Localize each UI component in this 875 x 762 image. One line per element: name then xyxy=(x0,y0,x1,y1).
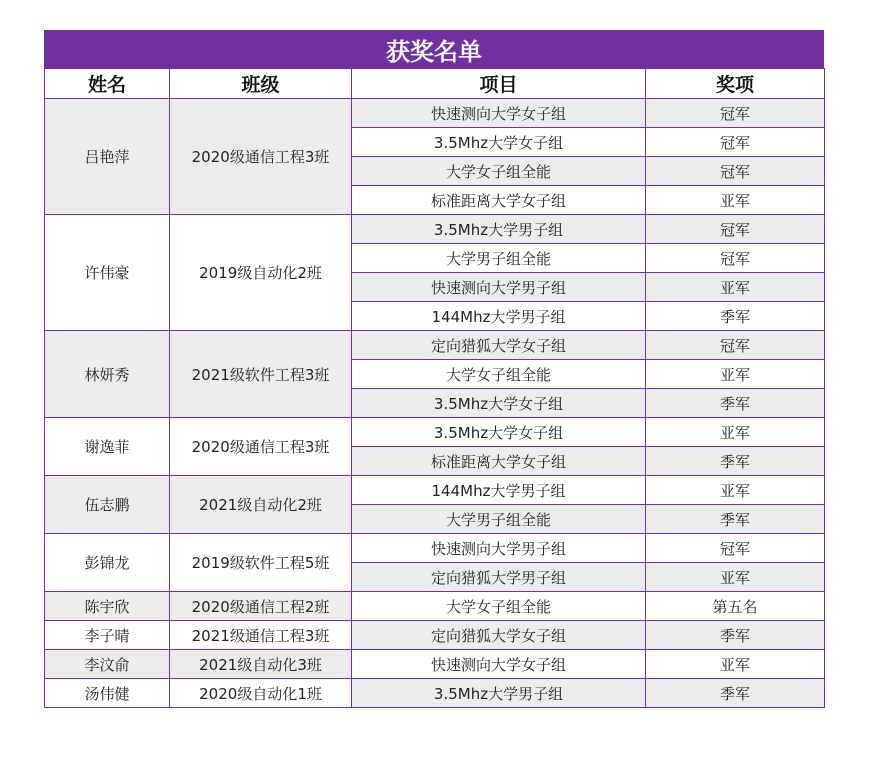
cell-event: 大学女子组全能 xyxy=(352,592,646,621)
table-row xyxy=(45,650,825,679)
cell-name: 许伟豪 xyxy=(45,215,170,331)
cell-event: 快速测向大学男子组 xyxy=(352,273,646,302)
cell-event: 3.5Mhz大学男子组 xyxy=(352,679,646,708)
table-row xyxy=(45,418,825,447)
cell-event: 快速测向大学男子组 xyxy=(352,534,646,563)
cell-award: 第五名 xyxy=(646,592,825,621)
cell-award: 冠军 xyxy=(646,331,825,360)
cell-class: 2021级自动化2班 xyxy=(170,476,352,534)
cell-class: 2019级软件工程5班 xyxy=(170,534,352,592)
cell-class: 2020级自动化1班 xyxy=(170,679,352,708)
cell-award: 亚军 xyxy=(646,360,825,389)
cell-event: 标准距离大学女子组 xyxy=(352,447,646,476)
cell-name: 汤伟健 xyxy=(45,679,170,708)
cell-event: 大学男子组全能 xyxy=(352,505,646,534)
cell-event: 144Mhz大学男子组 xyxy=(352,302,646,331)
cell-class: 2020级通信工程3班 xyxy=(170,418,352,476)
cell-award: 亚军 xyxy=(646,418,825,447)
cell-award: 冠军 xyxy=(646,128,825,157)
sheet-title: 获奖名单 xyxy=(44,30,824,68)
cell-award: 亚军 xyxy=(646,273,825,302)
cell-name: 李子晴 xyxy=(45,621,170,650)
table-row xyxy=(45,679,825,708)
cell-name: 伍志鹏 xyxy=(45,476,170,534)
cell-event: 大学女子组全能 xyxy=(352,360,646,389)
table-row xyxy=(45,215,825,244)
table-row xyxy=(45,534,825,563)
cell-award: 季军 xyxy=(646,447,825,476)
table-body xyxy=(45,99,825,708)
table-row xyxy=(45,476,825,505)
cell-event: 定向猎狐大学女子组 xyxy=(352,331,646,360)
cell-event: 快速测向大学女子组 xyxy=(352,99,646,128)
cell-event: 144Mhz大学男子组 xyxy=(352,476,646,505)
cell-award: 季军 xyxy=(646,389,825,418)
cell-award: 季军 xyxy=(646,679,825,708)
cell-award: 季军 xyxy=(646,505,825,534)
cell-class: 2020级通信工程2班 xyxy=(170,592,352,621)
cell-award: 亚军 xyxy=(646,563,825,592)
cell-class: 2021级软件工程3班 xyxy=(170,331,352,418)
award-table xyxy=(44,68,825,708)
cell-award: 冠军 xyxy=(646,215,825,244)
cell-name: 陈宇欣 xyxy=(45,592,170,621)
cell-award: 季军 xyxy=(646,621,825,650)
cell-event: 定向猎狐大学女子组 xyxy=(352,621,646,650)
table-row xyxy=(45,621,825,650)
table-row xyxy=(45,331,825,360)
cell-event: 3.5Mhz大学男子组 xyxy=(352,215,646,244)
header-row xyxy=(45,69,825,99)
cell-event: 3.5Mhz大学女子组 xyxy=(352,128,646,157)
cell-award: 亚军 xyxy=(646,476,825,505)
cell-name: 李汶俞 xyxy=(45,650,170,679)
cell-name: 彭锦龙 xyxy=(45,534,170,592)
cell-class: 2021级自动化3班 xyxy=(170,650,352,679)
cell-class: 2019级自动化2班 xyxy=(170,215,352,331)
column-header-name: 姓名 xyxy=(45,69,170,99)
cell-event: 大学男子组全能 xyxy=(352,244,646,273)
cell-class: 2020级通信工程3班 xyxy=(170,99,352,215)
cell-event: 3.5Mhz大学女子组 xyxy=(352,418,646,447)
cell-event: 标准距离大学女子组 xyxy=(352,186,646,215)
cell-event: 大学女子组全能 xyxy=(352,157,646,186)
cell-name: 林妍秀 xyxy=(45,331,170,418)
column-header-class: 班级 xyxy=(170,69,352,99)
cell-award: 亚军 xyxy=(646,650,825,679)
cell-name: 吕艳萍 xyxy=(45,99,170,215)
award-sheet xyxy=(44,30,824,708)
table-row xyxy=(45,99,825,128)
cell-award: 冠军 xyxy=(646,157,825,186)
cell-award: 季军 xyxy=(646,302,825,331)
column-header-award: 奖项 xyxy=(646,69,825,99)
cell-award: 亚军 xyxy=(646,186,825,215)
cell-award: 冠军 xyxy=(646,99,825,128)
cell-award: 冠军 xyxy=(646,534,825,563)
cell-event: 定向猎狐大学男子组 xyxy=(352,563,646,592)
table-row xyxy=(45,592,825,621)
cell-event: 3.5Mhz大学女子组 xyxy=(352,389,646,418)
column-header-event: 项目 xyxy=(352,69,646,99)
cell-award: 冠军 xyxy=(646,244,825,273)
cell-event: 快速测向大学女子组 xyxy=(352,650,646,679)
cell-class: 2021级通信工程3班 xyxy=(170,621,352,650)
cell-name: 谢逸菲 xyxy=(45,418,170,476)
